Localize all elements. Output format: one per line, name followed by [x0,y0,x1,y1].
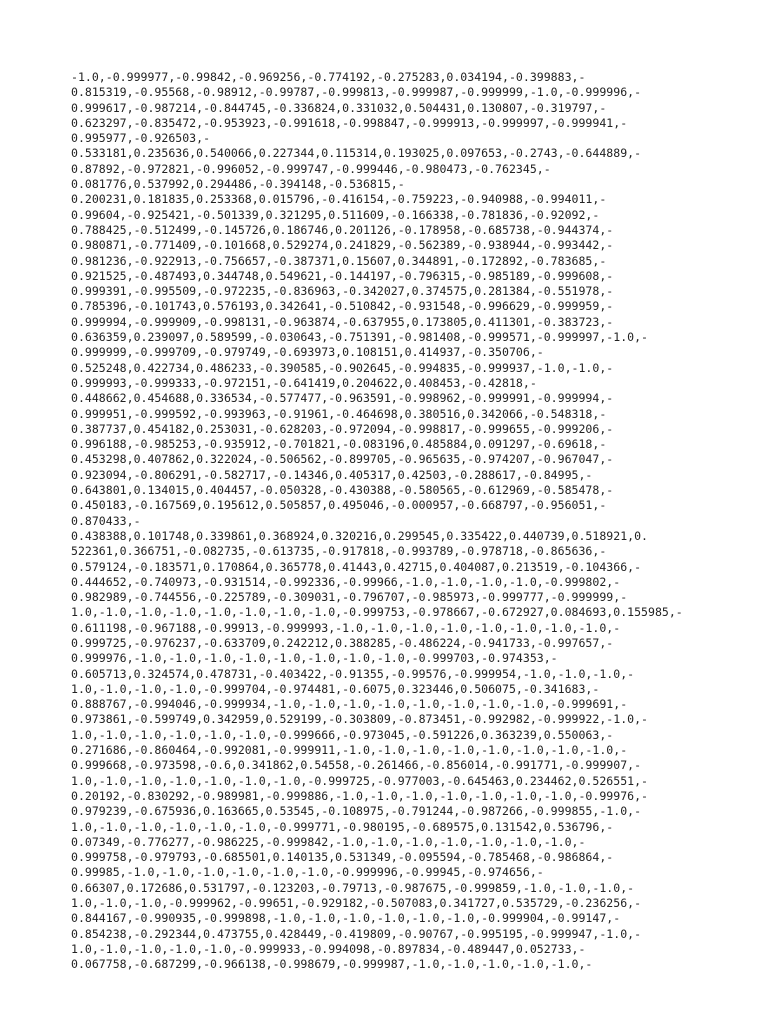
text-line: 0.999951,-0.999592,-0.993963,-0.91961,-0.464698,0.380516,0.342066,-0.548318,- [71,406,607,421]
text-line: 522361,0.366751,-0.082735,-0.613735,-0.917818,-0.993789,-0.978718,-0.865636,- [71,544,607,559]
text-line: 0.888767,-0.994046,-0.999934,-1.0,-1.0,-1.0,-1.0,-1.0,-1.0,-1.0,-1.0,-0.999691,- [71,697,628,712]
text-line: 0.921525,-0.487493,0.344748,0.549621,-0.144197,-0.796315,-0.985189,-0.999608,- [71,268,614,283]
text-line: 0.982989,-0.744556,-0.225789,-0.309031,-0.796707,-0.985973,-0.999777,-0.999999,- [71,590,628,605]
text-line: 1.0,-1.0,-1.0,-1.0,-1.0,-1.0,-1.0,-0.999725,-0.977003,-0.645463,0.234462,0.526551,- [71,773,649,788]
text-line: 0.579124,-0.183571,0.170864,0.365778,0.41443,0.42715,0.404087,0.213519,-0.104366,- [71,559,642,574]
text-line: 0.999758,-0.979793,-0.685501,0.140135,0.531349,-0.095594,-0.785468,-0.986864,- [71,850,614,865]
numeric-data-text [71,70,711,973]
text-line: 0.448662,0.454688,0.336534,-0.577477,-0.963591,-0.998962,-0.999991,-0.999994,- [71,391,614,406]
text-line: 0.995977,-0.926503,- [71,131,211,146]
text-line: 0.533181,0.235636,0.540066,0.227344,0.115314,0.193025,0.097653,-0.2743,-0.644889,- [71,146,642,161]
text-line: 0.66307,0.172686,0.531797,-0.123203,-0.79713,-0.987675,-0.999859,-1.0,-1.0,-1.0,- [71,880,635,895]
text-line: 0.980871,-0.771409,-0.101668,0.529274,0.241829,-0.562389,-0.938944,-0.993442,- [71,238,614,253]
text-line: 0.999976,-1.0,-1.0,-1.0,-1.0,-1.0,-1.0,-1.0,-1.0,-0.999703,-0.974353,- [71,651,558,666]
text-line: 0.785396,-0.101743,0.576193,0.342641,-0.510842,-0.931548,-0.996629,-0.999959,- [71,299,614,314]
text-line: 0.981236,-0.922913,-0.756657,-0.387371,0.15607,0.344891,-0.172892,-0.783685,- [71,253,607,268]
text-line: 0.973861,-0.599749,0.342959,0.529199,-0.303809,-0.873451,-0.992982,-0.999922,-1.0,- [71,712,649,727]
text-line: 0.453298,0.407862,0.322024,-0.506562,-0.899705,-0.965635,-0.974207,-0.967047,- [71,452,614,467]
text-line: 0.815319,-0.95568,-0.98912,-0.99787,-0.999813,-0.999987,-0.999999,-1.0,-0.999996,- [71,85,642,100]
text-line: 0.605713,0.324574,0.478731,-0.403422,-0.91355,-0.99576,-0.999954,-1.0,-1.0,-1.0,- [71,666,635,681]
text-line: 0.643801,0.134015,0.404457,-0.050328,-0.430388,-0.580565,-0.612969,-0.585478,- [71,483,614,498]
text-line: 0.999999,-0.999709,-0.979749,-0.693973,0.108151,0.414937,-0.350706,- [71,345,544,360]
text-line: 0.438388,0.101748,0.339861,0.368924,0.320216,0.299545,0.335422,0.440739,0.518921,0. [71,528,649,543]
text-line: 1.0,-1.0,-1.0,-1.0,-1.0,-0.999933,-0.994098,-0.897834,-0.489447,0.052733,- [71,941,586,956]
text-line: 0.99604,-0.925421,-0.501339,0.321295,0.511609,-0.166338,-0.781836,-0.92092,- [71,207,600,222]
text-line: 0.450183,-0.167569,0.195612,0.505857,0.495046,-0.000957,-0.668797,-0.956051,- [71,498,607,513]
text-line: 1.0,-1.0,-1.0,-1.0,-1.0,-1.0,-1.0,-1.0,-0.999753,-0.978667,-0.672927,0.084693,0.155985,- [71,605,683,620]
text-line: 0.999391,-0.995509,-0.972235,-0.836963,-0.342027,0.374575,0.281384,-0.551978,- [71,284,614,299]
text-line: 0.996188,-0.985253,-0.935912,-0.701821,-0.083196,0.485884,0.091297,-0.69618,- [71,437,607,452]
text-line: 0.387737,0.454182,0.253031,-0.628203,-0.972094,-0.998817,-0.999655,-0.999206,- [71,421,614,436]
text-line: 0.999994,-0.999909,-0.998131,-0.963874,-0.637955,0.173805,0.411301,-0.383723,- [71,314,614,329]
text-line: 0.999725,-0.976237,-0.633709,0.242212,0.388285,-0.486224,-0.941733,-0.997657,- [71,635,614,650]
text-line: 0.923094,-0.806291,-0.582717,-0.14346,0.405317,0.42503,-0.288617,-0.84995,- [71,467,593,482]
text-line: 0.844167,-0.990935,-0.999898,-1.0,-1.0,-1.0,-1.0,-1.0,-1.0,-0.999904,-0.99147,- [71,911,621,926]
text-line: 1.0,-1.0,-1.0,-1.0,-1.0,-1.0,-0.999666,-0.973045,-0.591226,0.363239,0.550063,- [71,727,614,742]
text-line: 0.623297,-0.835472,-0.953923,-0.991618,-0.998847,-0.999913,-0.999997,-0.999941,- [71,115,628,130]
text-line: 0.271686,-0.860464,-0.992081,-0.999911,-1.0,-1.0,-1.0,-1.0,-1.0,-1.0,-1.0,-1.0,- [71,743,628,758]
text-line: 0.07349,-0.776277,-0.986225,-0.999842,-1.0,-1.0,-1.0,-1.0,-1.0,-1.0,-1.0,- [71,834,586,849]
text-line: 1.0,-1.0,-1.0,-1.0,-0.999704,-0.974481,-0.6075,0.323446,0.506075,-0.341683,- [71,681,600,696]
text-line: 0.870433,- [71,513,141,528]
text-line: 1.0,-1.0,-1.0,-0.999962,-0.99651,-0.929182,-0.507083,0.341727,0.535729,-0.236256,- [71,896,642,911]
text-line: 0.999668,-0.973598,-0.6,0.341862,0.54558,-0.261466,-0.856014,-0.991771,-0.999907,- [71,758,642,773]
text-line: 0.99985,-1.0,-1.0,-1.0,-1.0,-1.0,-1.0,-0.999996,-0.99945,-0.974656,- [71,865,544,880]
text-line: 0.636359,0.239097,0.589599,-0.030643,-0.751391,-0.981408,-0.999571,-0.999997,-1.0,- [71,330,649,345]
text-line: 0.788425,-0.512499,-0.145726,0.186746,0.201126,-0.178958,-0.685738,-0.944374,- [71,222,614,237]
text-line: 0.611198,-0.967188,-0.99913,-0.999993,-1.0,-1.0,-1.0,-1.0,-1.0,-1.0,-1.0,-1.0,- [71,620,621,635]
text-line: 0.87892,-0.972821,-0.996052,-0.999747,-0.999446,-0.980473,-0.762345,- [71,161,551,176]
text-line: 1.0,-1.0,-1.0,-1.0,-1.0,-1.0,-0.999771,-0.980195,-0.689575,0.131542,0.536796,- [71,819,614,834]
text-line: 0.999993,-0.999333,-0.972151,-0.641419,0.204622,0.408453,-0.42818,- [71,375,537,390]
text-line: 0.444652,-0.740973,-0.931514,-0.992336,-0.99966,-1.0,-1.0,-1.0,-1.0,-0.999802,- [71,574,621,589]
text-line: 0.999617,-0.987214,-0.844745,-0.336824,0.331032,0.504431,0.130807,-0.319797,- [71,100,607,115]
text-line: 0.067758,-0.687299,-0.966138,-0.998679,-0.999987,-1.0,-1.0,-1.0,-1.0,-1.0,- [71,957,593,972]
text-line: -1.0,-0.999977,-0.99842,-0.969256,-0.774192,-0.275283,0.034194,-0.399883,- [71,70,586,84]
text-line: 0.525248,0.422734,0.486233,-0.390585,-0.902645,-0.994835,-0.999937,-1.0,-1.0,- [71,360,614,375]
text-line: 0.854238,-0.292344,0.473755,0.428449,-0.419809,-0.90767,-0.995195,-0.999947,-1.0,- [71,926,642,941]
text-line: 0.081776,0.537992,0.294486,-0.394148,-0.536815,- [71,177,405,192]
text-line: 0.200231,0.181835,0.253368,0.015796,-0.416154,-0.759223,-0.940988,-0.994011,- [71,192,607,207]
text-line: 0.979239,-0.675936,0.163665,0.53545,-0.108975,-0.791244,-0.987266,-0.999855,-1.0,- [71,804,642,819]
text-line: 0.20192,-0.830292,-0.989981,-0.999886,-1.0,-1.0,-1.0,-1.0,-1.0,-1.0,-1.0,-0.99976,- [71,788,649,803]
